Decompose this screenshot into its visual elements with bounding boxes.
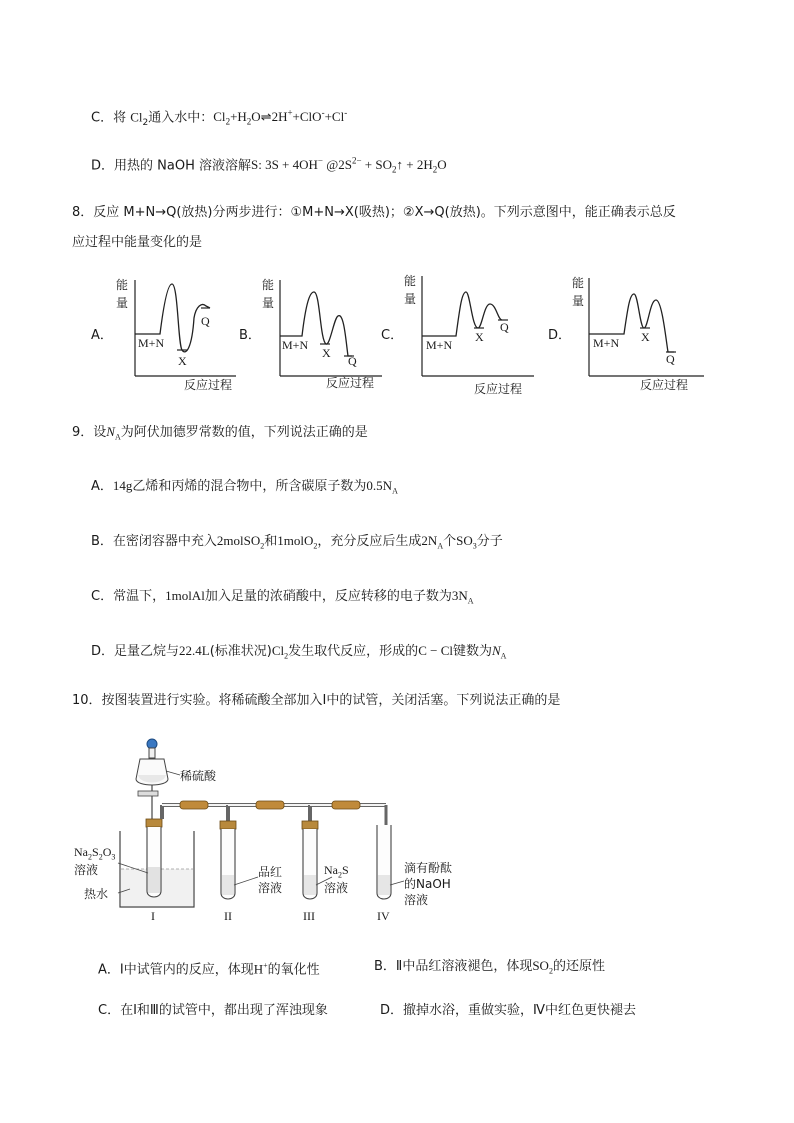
q10-option-a: A．Ⅰ中试管内的反应，体现H+的氧化性 [98,961,320,978]
label-na2s: $Na_2S$ [324,863,349,880]
label-naoh-3: 溶液 [404,893,429,907]
q8-stem-line1: 8．反应 M+N→Q(放热)分两步进行：①M+N→X(吸热)；②X→Q(放热)。下列示意图中，能正确表示总反 [72,205,676,220]
q8-option-d-label: D． [548,328,572,343]
apparatus-diagram [70,735,470,930]
energy-diagram-b: 能 量 M+N X Q 反应过程 [262,278,375,390]
label-naoh-1: 滴有酚酞 [404,861,453,875]
energy-diagram-c: 能 量 M+N X Q 反应过程 [404,274,523,396]
q10-option-d: D．撤掉水浴，重做实验，Ⅳ中红色更快褪去 [380,1003,637,1018]
roman-3: III [303,909,315,923]
q9-option-b: B．在密闭容器中充入2molSO$_2$和1molO$_2$，充分反应后生成$2N_A$个$SO_3$分子 [91,533,503,551]
q10-option-c: C．在Ⅰ和Ⅲ的试管中，都出现了浑浊现象 [98,1003,328,1018]
label-pinhong: 品红 [258,865,283,879]
q7-option-d: D．用热的 NaOH 溶液溶解S: 3S + 4OH− $@2S^{2-}$ + $SO_2↑ + 2H_2O$ [91,156,447,175]
label-naoh-2: 的NaOH [404,877,451,891]
q10-option-b: B．Ⅱ中品红溶液褪色，体现$SO_2$的还原性 [374,958,605,976]
q8-option-c-label: C． [381,328,404,343]
label-dilute-sulfuric-acid: 稀硫酸 [180,769,217,783]
label-na2s2o3: $Na_2S_2O_3$ [74,845,116,862]
q8-option-b-label: B． [239,328,261,343]
label-na2s-solution: 溶液 [324,881,349,895]
q8-option-a-label: A． [91,328,113,343]
energy-diagram-d: 能 量 M+N X Q 反应过程 [572,276,689,392]
q7-option-c: C．将 $Cl_2$通入水中：$Cl_2+H_2O\rightleftharpoons 2H^++ClO^-+Cl^-$ [91,108,348,128]
q10-stem: 10．按图装置进行实验。将稀硫酸全部加入Ⅰ中的试管，关闭活塞。下列说法正确的是 [72,693,561,708]
q9-option-a: A．14g乙烯和丙烯的混合物中，所含碳原子数为$0.5N_A$ [91,478,398,496]
roman-1: I [151,909,155,923]
q8-stem-line2: 应过程中能量变化的是 [72,235,203,250]
label-pinhong-solution: 溶液 [258,881,283,895]
q9-stem: 9．设$N_A$为阿伏加德罗常数的值，下列说法正确的是 [72,424,368,442]
roman-2: II [224,909,232,923]
energy-diagram-a: 能 量 M+N X Q 反应过程 [116,278,233,392]
label-hot-water: 热水 [84,887,109,901]
label-solution-1: 溶液 [74,863,99,877]
q9-option-c: C．常温下，1molAl加入足量的浓硝酸中，反应转移的电子数为$3N_A$ [91,588,474,606]
roman-4: IV [377,909,390,923]
q9-option-d: D．足量乙烷与22.4L(标准状况)$Cl_2$发生取代反应，形成的C − Cl键数为$N_A$ [91,643,507,661]
